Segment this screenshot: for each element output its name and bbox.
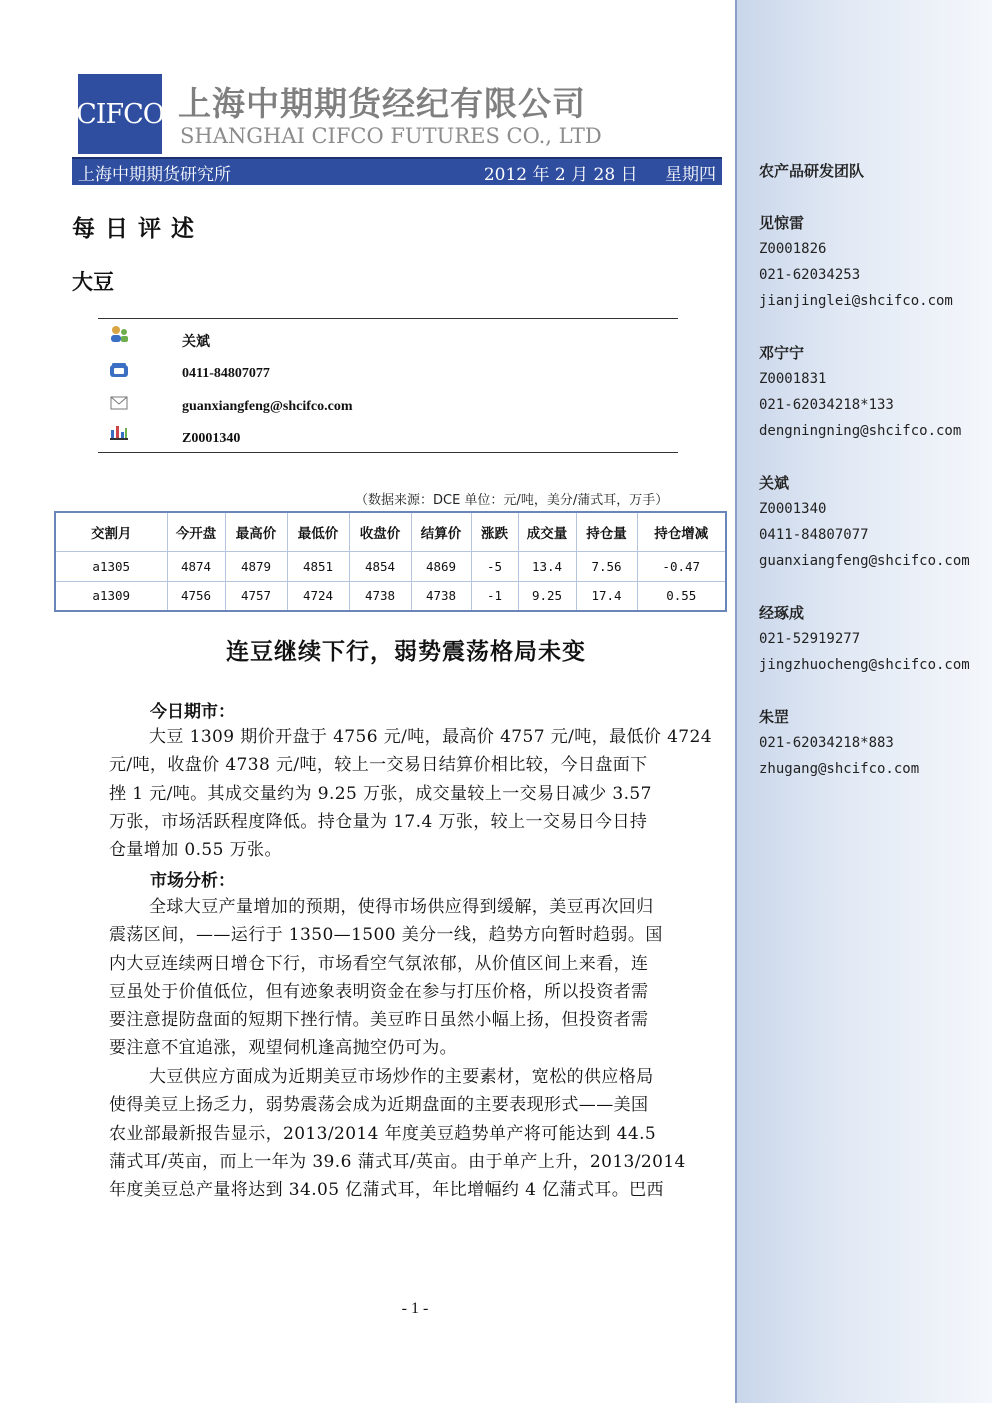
table-row xyxy=(55,581,726,611)
table-cell: 4879 xyxy=(225,551,287,581)
col-header: 最高价 xyxy=(225,512,287,551)
futures-quote-table xyxy=(54,511,727,612)
analysis-paragraph-2 xyxy=(109,1063,721,1204)
analyst-license: Z0001340 xyxy=(182,431,241,446)
contact-email[interactable]: zhugang@shcifco.com xyxy=(759,761,920,777)
col-header: 最低价 xyxy=(287,512,349,551)
col-header: 涨跌 xyxy=(471,512,518,551)
contact-line: 021-62034218*133 xyxy=(759,397,894,413)
table-cell: 4869 xyxy=(411,551,471,581)
subsection-title: 大豆 xyxy=(72,269,114,294)
table-cell: 4851 xyxy=(287,551,349,581)
team-title: 农产品研发团队 xyxy=(759,162,865,180)
table-cell: 4874 xyxy=(167,551,225,581)
text-line: 仓量增加 0.55 万张。 xyxy=(109,840,282,861)
contact-sidebar xyxy=(735,0,992,1403)
col-header: 持仓增减 xyxy=(637,512,726,551)
article-headline: 连豆继续下行，弱势震荡格局未变 xyxy=(226,638,586,665)
table-row xyxy=(55,551,726,581)
bar-chart-icon xyxy=(108,423,130,441)
table-cell: 4757 xyxy=(225,581,287,611)
text-line: 内大豆连续两日增仓下行，市场看空气氛浓郁，从价值区间上来看，连 xyxy=(109,953,649,974)
envelope-icon xyxy=(108,394,130,412)
text-line xyxy=(109,723,721,751)
contact-email[interactable]: jianjinglei@shcifco.com xyxy=(759,293,953,309)
analyst-phone: 0411-84807077 xyxy=(182,366,270,381)
text-line: 要注意不宜追涨，观望伺机逢高抛空仍可为。 xyxy=(109,1038,457,1059)
table-cell: 0.55 xyxy=(637,581,726,611)
text-line xyxy=(109,1063,721,1091)
text-line-content: 大豆供应方面成为近期美豆市场炒作的主要素材，宽松的供应格局 xyxy=(149,1067,654,1087)
contact-card xyxy=(759,600,970,678)
table-cell: 4738 xyxy=(349,581,411,611)
contact-name: 关斌 xyxy=(759,474,790,492)
contact-card xyxy=(759,470,970,574)
table-cell: 17.4 xyxy=(576,581,637,611)
table-cell: a1309 xyxy=(55,581,167,611)
phone-icon xyxy=(108,361,130,379)
table-cell: 13.4 xyxy=(518,551,576,581)
table-cell: -1 xyxy=(471,581,518,611)
report-header-bar xyxy=(72,157,722,185)
contact-line: 021-52919277 xyxy=(759,631,861,647)
table-cell: 9.25 xyxy=(518,581,576,611)
analyst-contact-block xyxy=(98,318,678,453)
contact-line: 021-62034253 xyxy=(759,267,861,283)
table-cell: a1305 xyxy=(55,551,167,581)
analyst-phone-row xyxy=(98,361,130,379)
today-market-paragraph xyxy=(109,723,721,864)
contact-line: Z0001826 xyxy=(759,241,827,257)
contact-email[interactable]: guanxiangfeng@shcifco.com xyxy=(759,553,970,569)
text-line-content: 全球大豆产量增加的预期，使得市场供应得到缓解，美豆再次回归 xyxy=(149,897,654,917)
table-cell: 4854 xyxy=(349,551,411,581)
col-header: 交割月 xyxy=(55,512,167,551)
text-line: 年度美豆总产量将达到 34.05 亿蒲式耳，年比增幅约 4 亿蒲式耳。巴西 xyxy=(109,1180,664,1201)
contact-card xyxy=(759,704,919,782)
contact-name: 朱罡 xyxy=(759,708,790,726)
table-header-row xyxy=(55,512,726,551)
company-logo xyxy=(78,74,162,154)
contact-line: 0411-84807077 xyxy=(759,527,869,543)
page-number: - 1 - xyxy=(401,1300,429,1317)
contact-card xyxy=(759,340,961,444)
contact-name: 邓宁宁 xyxy=(759,344,805,362)
institute-name: 上海中期期货研究所 xyxy=(78,164,231,185)
analyst-license-row xyxy=(98,423,130,441)
text-line: 要注意提防盘面的短期下挫行情。美豆昨日虽然小幅上扬，但投资者需 xyxy=(109,1010,649,1031)
contact-name: 见惊雷 xyxy=(759,214,805,232)
report-weekday: 星期四 xyxy=(665,164,716,185)
text-line: 万张，市场活跃程度降低。持仓量为 17.4 万张，较上一交易日今日持 xyxy=(109,811,648,832)
table-cell: 4738 xyxy=(411,581,471,611)
text-line: 震荡区间，——运行于 1350—1500 美分一线，趋势方向暂时趋弱。国 xyxy=(109,925,663,946)
today-market-label: 今日期市： xyxy=(150,702,235,722)
table-cell: -5 xyxy=(471,551,518,581)
text-line: 蒲式耳/英亩，而上一年为 39.6 蒲式耳/英亩。由于单产上升，2013/2014 xyxy=(109,1151,686,1172)
analyst-email-row xyxy=(98,394,130,412)
text-line: 使得美豆上扬乏力，弱势震荡会成为近期盘面的主要表现形式——美国 xyxy=(109,1095,649,1116)
col-header: 收盘价 xyxy=(349,512,411,551)
company-name-cn: 上海中期期货经纪有限公司 xyxy=(178,84,586,123)
text-line: 豆虽处于价值低位，但有迹象表明资金在参与打压价格，所以投资者需 xyxy=(109,981,649,1002)
contact-line: Z0001831 xyxy=(759,371,827,387)
analyst-email[interactable]: guanxiangfeng@shcifco.com xyxy=(182,399,353,414)
col-header: 成交量 xyxy=(518,512,576,551)
text-line: 挫 1 元/吨。其成交量约为 9.25 万张，成交量较上一交易日减少 3.57 xyxy=(109,783,652,804)
text-line: 元/吨，收盘价 4738 元/吨，较上一交易日结算价相比较，今日盘面下 xyxy=(109,755,648,776)
person-icon xyxy=(108,325,130,343)
analyst-name-row xyxy=(98,325,130,343)
contact-line: Z0001340 xyxy=(759,501,827,517)
text-line: 农业部最新报告显示，2013/2014 年度美豆趋势单产将可能达到 44.5 xyxy=(109,1123,657,1144)
market-analysis-label: 市场分析： xyxy=(150,871,235,891)
table-cell: 4724 xyxy=(287,581,349,611)
contact-line: 021-62034218*883 xyxy=(759,735,894,751)
col-header: 持仓量 xyxy=(576,512,637,551)
text-line-content: 大豆 1309 期价开盘于 4756 元/吨，最高价 4757 元/吨，最低价 4724 xyxy=(149,727,712,747)
table-cell: 7.56 xyxy=(576,551,637,581)
company-name-en: SHANGHAI CIFCO FUTURES CO., LTD xyxy=(180,124,602,148)
contact-name: 经琢成 xyxy=(759,604,805,622)
report-date: 2012 年 2 月 28 日 xyxy=(483,164,638,185)
contact-card xyxy=(759,210,953,314)
contact-email[interactable]: dengningning@shcifco.com xyxy=(759,423,962,439)
analyst-name: 关斌 xyxy=(182,335,210,350)
text-line xyxy=(109,893,721,921)
contact-email[interactable]: jingzhuocheng@shcifco.com xyxy=(759,657,970,673)
col-header: 今开盘 xyxy=(167,512,225,551)
table-cell: -0.47 xyxy=(637,551,726,581)
analysis-paragraph-1 xyxy=(109,893,721,1063)
data-source-note: （数据来源：DCE 单位：元/吨，美分/蒲式耳，万手） xyxy=(355,493,669,508)
table-cell: 4756 xyxy=(167,581,225,611)
section-title: 每日评述 xyxy=(72,215,204,242)
logo-abbr: CIFCO xyxy=(76,98,164,130)
col-header: 结算价 xyxy=(411,512,471,551)
